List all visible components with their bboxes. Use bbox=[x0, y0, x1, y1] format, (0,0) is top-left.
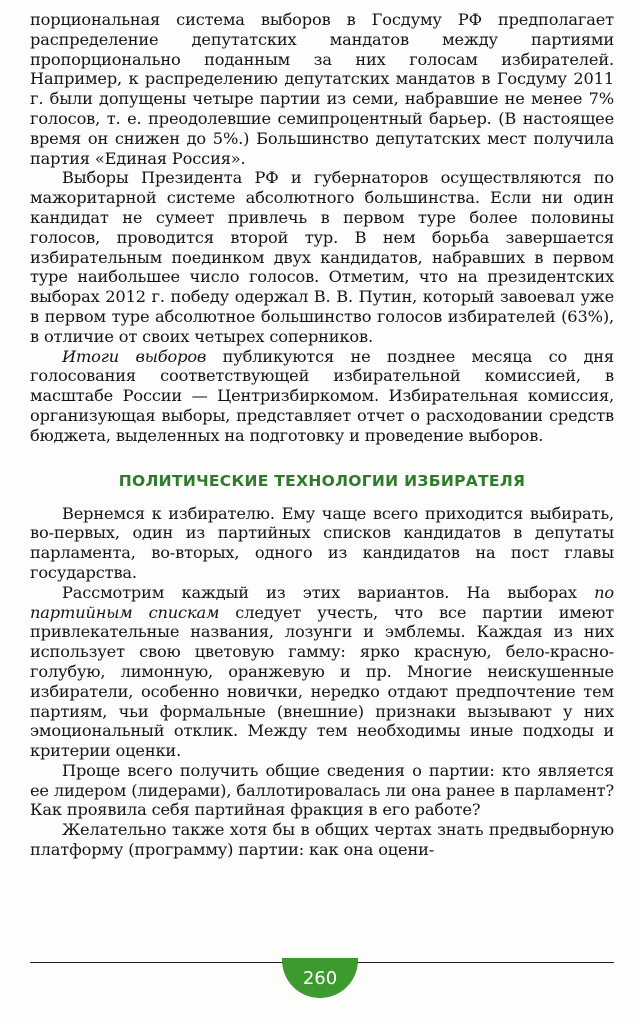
page-number: 260 bbox=[302, 967, 338, 989]
section-heading: ПОЛИТИЧЕСКИЕ ТЕХНОЛОГИИ ИЗБИРАТЕЛЯ bbox=[118, 471, 526, 490]
paragraph-return-to-voter: Вернемся к избирателю. Ему чаще всего приходится выбирать, во-первых, один из партийных списков кандидатов в депутаты парламента, во-вторых, одного из кандидатов на пост главы государства. bbox=[30, 503, 614, 582]
paragraph-proportional-system: порциональная система выборов в Госдуму РФ предполагает распределение депутатских мандатов между партиями пропорционально поданным за них голосам избирателей. Например, к распределению депутатских мандатов в Госдуму 2011 г. были допущены четыре партии из семи, набравшие не менее 7% голосов, т. е. преодолевшие семипроцентный барьер. (В настоящее время он снижен до 5%.) Большинство депутатских мест получила партия «Единая Россия». bbox=[30, 10, 614, 168]
paragraph-party-lists bbox=[30, 583, 614, 761]
paragraph-party-info: Проще всего получить общие сведения о партии: кто является ее лидером (лидерами), баллотировалась ли она ранее в парламент? Как проявила себя партийная фракция в его работе? bbox=[30, 760, 614, 820]
paragraph-election-results bbox=[30, 347, 614, 446]
party-lists-after: следует учесть, что все партии имеют привлекательные названия, лозунги и эмблемы. Каждая из них использует свою цветовую гамму: ярко красную, бело-красно-голубую, лимонную, оранжевую и пр. Многие неискушенные избиратели, особенно новички, нередко отдают предпочтение тем партиям, чьи формальные (внешние) признаки вызывают у них эмоциональный отклик. Между тем необходимы иные подходы и критерии оценки. bbox=[30, 602, 614, 761]
term-party-lists: по партийным спискам bbox=[30, 582, 614, 622]
page-content bbox=[30, 10, 614, 860]
page-number-badge bbox=[282, 958, 358, 998]
paragraph-presidential-elections: Выборы Президента РФ и губернаторов осуществляются по мажоритарной системе абсолютного большинства. Если ни один кандидат не сумеет привлечь в первом туре более половины голосов, проводится второй тур. В нем борьба завершается избирательным поединком двух кандидатов, набравших в первом туре наибольшее число голосов. Отметим, что на президентских выборах 2012 г. победу одержал В. В. Путин, который завоевал уже в первом туре абсолютное большинство голосов избирателей (63%), в отличие от своих четырех соперников. bbox=[30, 168, 614, 346]
term-election-results: Итоги выборов bbox=[62, 346, 207, 366]
election-results-text: публикуются не позднее месяца со дня голосования соответствующей избирательной комиссией, в масштабе России — Центризбиркомом. Избирательная комиссия, организующая выборы, представляет отчет о расходовании средств бюджета, выделенных на подготовку и проведение выборов. bbox=[30, 346, 614, 445]
party-lists-before: Рассмотрим каждый из этих вариантов. На выборах bbox=[62, 582, 595, 602]
paragraph-party-platform: Желательно также хотя бы в общих чертах знать предвыборную платформу (программу) партии: как она оцени- bbox=[30, 820, 614, 860]
